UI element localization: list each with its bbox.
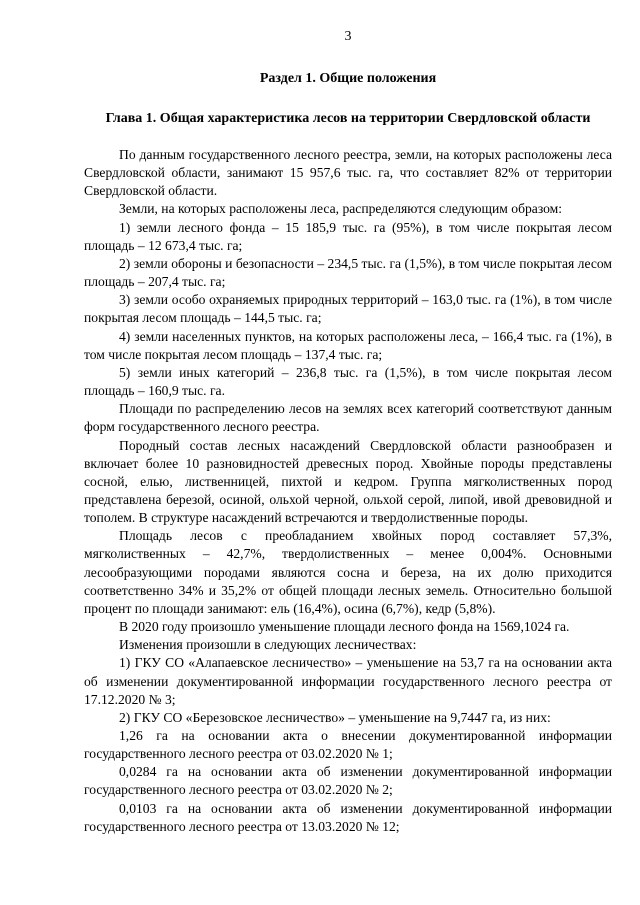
document-page bbox=[84, 28, 612, 836]
list-item-berezovskoe: 2) ГКУ СО «Березовское лесничество» – уменьшение на 9,7447 га, из них: bbox=[119, 709, 551, 725]
paragraph-distribution-lead: Земли, на которых расположены леса, распределяются следующим образом: bbox=[119, 201, 563, 217]
section-title: Раздел 1. Общие положения bbox=[259, 71, 437, 86]
page-number: 3 bbox=[344, 29, 352, 44]
sub-item-act-12: 0,0103 га на основании акта об изменении документированной информации государственного лесного реестра от 13.03.2020 № 12; bbox=[84, 800, 612, 834]
list-item-other-categories: 5) земли иных категорий – 236,8 тыс. га (1,5%), в том числе покрытая лесом площадь – 160,9 тыс. га. bbox=[84, 364, 612, 399]
sub-item-act-2: 0,0284 га на основании акта об изменении документированной информации государственного лесного реестра от 03.02.2020 № 2; bbox=[84, 764, 612, 798]
list-item-alapaevskoe: 1) ГКУ СО «Алапаевское лесничество» – уменьшение на 53,7 га на основании акта об изменении документированной информации государственного лесного реестра от 17.12.2020 № 3; bbox=[84, 655, 612, 707]
paragraph-species-shares: Площадь лесов с преобладанием хвойных пород составляет 57,3%, мягколиственных – 42,7%, твердолиственных – менее 0,004%. Основными лесообразующими породами являются сосна и береза, на их долю приходится соответственно 34% и 35,2% от общей площади лесных земель. Относительно большой процент по площади занимают: ель (16,4%), осина (6,7%), кедр (5,8%). bbox=[84, 528, 612, 616]
paragraph-registry-note: Площади по распределению лесов на землях всех категорий соответствуют данным форм государственного лесного реестра. bbox=[84, 401, 612, 435]
list-item-forest-fund: 1) земли лесного фонда – 15 185,9 тыс. га (95%), в том числе покрытая лесом площадь – 12 673,4 тыс. га; bbox=[84, 219, 612, 253]
paragraph-intro: По данным государственного лесного реестра, земли, на которых расположены леса Свердловской области, занимают 15 957,6 тыс. га, что составляет 82% от территории Свердловской области. bbox=[84, 147, 612, 199]
paragraph-species-composition: Породный состав лесных насаждений Свердловской области разнообразен и включает более 10 разновидностей древесных пород. Хвойные породы представлены сосной, елью, лиственницей, пихтой и кедром. Группа мягколиственных пород представлена березой, осиной, ольхой черной, ольхой серой, липой, ивой древовидной и тополем. В структуре насаждений встречаются и твердолиственные породы. bbox=[84, 437, 612, 526]
paragraph-area-decrease: В 2020 году произошло уменьшение площади лесного фонда на 1569,1024 га. bbox=[119, 619, 570, 635]
list-item-defense-lands: 2) земли обороны и безопасности – 234,5 тыс. га (1,5%), в том числе покрытая лесом площадь – 207,4 тыс. га; bbox=[84, 255, 612, 290]
list-item-protected-areas: 3) земли особо охраняемых природных территорий – 163,0 тыс. га (1%), в том числе покрытая лесом площадь – 144,5 тыс. га; bbox=[84, 292, 612, 326]
list-item-settlements: 4) земли населенных пунктов, на которых расположены леса, – 166,4 тыс. га (1%), в том числе покрытая лесом площадь – 137,4 тыс. га; bbox=[84, 328, 612, 362]
paragraph-changes-lead: Изменения произошли в следующих лесничествах: bbox=[119, 637, 417, 653]
document-body bbox=[84, 146, 612, 836]
chapter-title: Глава 1. Общая характеристика лесов на территории Свердловской области bbox=[105, 111, 591, 126]
sub-item-act-1: 1,26 га на основании акта о внесении документированной информации государственного лесного реестра от 03.02.2020 № 1; bbox=[84, 728, 612, 762]
